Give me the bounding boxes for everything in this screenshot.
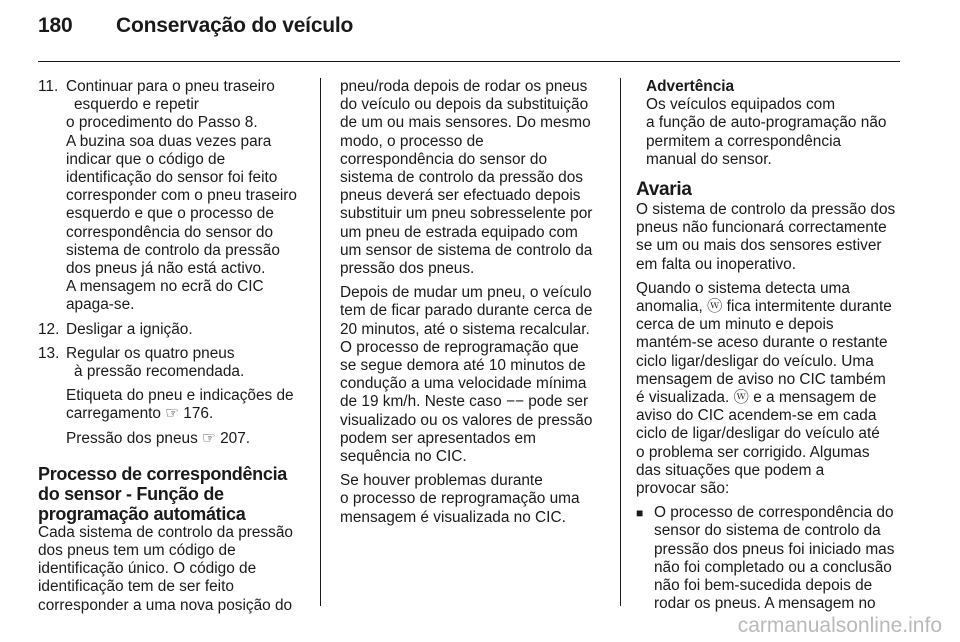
text-line: dos pneus tem um código de [38,542,236,560]
step-number: 12. [38,320,60,338]
text-line: aviso do CIC acendem-se em cada [636,407,877,425]
text-line: corresponder com o pneu traseiro [66,187,297,205]
text-line: rodar os pneus. A mensagem no [654,595,876,613]
text-line: pneu/roda depois de rodar os pneus [340,78,588,95]
column-1 [38,78,308,615]
note-box [636,78,906,169]
text-line: mantém-se aceso durante o restante [636,334,888,352]
text-line: corresponder a uma nova posição do [38,596,293,614]
bullet-square-icon: ■ [636,506,644,521]
text-line: anomalia, ⓦ fica intermitente durante [636,298,892,316]
text-line: ciclo de ligar/desligar do veículo até [636,425,880,443]
text-line: é visualizada. ⓦ e a mensagem de [636,389,877,407]
column-divider-2 [620,78,621,606]
text-line: o problema ser corrigido. Algumas [636,443,870,461]
text-line: não foi bem-sucedida depois de [654,577,873,595]
text-line: sistema de controlo da pressão dos [340,169,583,187]
column-2 [340,78,608,527]
step-number: 13. [38,344,60,362]
text-line: provocar são: [636,480,730,498]
text-line: sensor do sistema de controlo da [654,522,881,540]
text-line: carregamento ☞ 176. [66,405,214,423]
text-line: podem ser apresentados em [340,429,536,447]
header-rule [38,61,900,62]
text-line: ciclo ligar/desligar do veículo. Uma [636,352,874,370]
text-line: à pressão recomendada. [74,363,245,381]
note-title: Advertência [646,78,735,95]
text-line: cerca de um minuto e depois [636,316,834,334]
paragraph [340,472,608,527]
step-12 [38,321,308,339]
section-heading: Avaria [636,179,692,201]
text-line: do veículo ou depois da substituição [340,96,589,114]
column-divider-1 [320,78,321,606]
paragraph [636,201,906,274]
page-number: 180 [38,14,73,37]
text-line: Etiqueta do pneu e indicações de [66,387,294,405]
paragraph [340,78,608,278]
step-text: Desligar a ignição. [66,320,193,338]
text-line: correspondência do sensor do [340,150,548,168]
text-line: O sistema de controlo da pressão dos [636,201,896,219]
text-line: em falta ou inoperativo. [636,255,796,273]
text-line: permitem a correspondência [646,132,842,150]
text-line: substituir um pneu sobresselente por [340,205,593,223]
text-line: Quando o sistema detecta uma [636,279,850,297]
text-line: indicar que o código de [66,150,226,168]
step-13 [38,345,308,381]
text-line: tem de ficar parado durante cerca de [340,302,593,320]
cross-reference-tire-label[interactable] [38,387,308,423]
text-line: Depois de mudar um pneu, o veículo [340,284,592,302]
text-line: um sensor de sistema de controlo da [340,241,593,259]
text-line: um pneu de estrada equipado com [340,223,578,241]
text-line: das situações que podem a [636,461,825,479]
text-line: mensagem é visualizada no CIC. [340,508,566,526]
step-text [66,78,308,315]
section-heading [38,464,308,524]
text-line: Se houver problemas durante [340,472,543,490]
text-line: sistema de controlo da pressão [66,241,280,259]
watermark: carmanualsonline.info [737,614,942,637]
text-line: manual do sensor. [646,150,772,168]
heading-line: do sensor - Função de [38,483,224,504]
text-line: O processo de reprogramação que [340,338,579,356]
text-line: pressão dos pneus. [340,260,475,278]
text-line: de um ou mais sensores. Do mesmo [340,114,591,132]
text-line: sequência no CIC. [340,448,467,466]
text-line: não foi completado ou a conclusão [654,558,892,576]
heading-line: Processo de correspondência [38,463,287,484]
text-line: se segue demora até 10 minutos de [340,357,586,375]
page-header [38,14,353,38]
text-line: a função de auto-programação não [646,114,887,132]
heading-line: programação automática [38,503,246,524]
text-line: A mensagem no ecrã do CIC [66,278,264,296]
column-3 [636,78,906,613]
text-line: mensagem de aviso no CIC também [636,370,886,388]
text-line: apaga-se. [66,296,135,314]
text-line: se um ou mais dos sensores estiver [636,237,882,255]
text-line: O processo de correspondência do [654,504,894,522]
text-line: condução a uma velocidade mínima [340,375,587,393]
text-line: o procedimento do Passo 8. [66,114,258,132]
text-line: A buzina soa duas vezes para [66,132,272,150]
text-line: Cada sistema de controlo da pressão [38,523,293,541]
text-line: identificação tem de ser feito [38,578,234,596]
paragraph [38,524,308,615]
bullet-text [654,504,894,613]
text-line: o processo de reprogramação uma [340,490,580,508]
text-line: Regular os quatro pneus [66,344,235,362]
cross-reference-tire-pressure[interactable]: Pressão dos pneus ☞ 207. [66,429,251,447]
text-line: esquerdo e repetir [74,96,199,114]
text-line: visualizado ou os valores de pressão [340,411,593,429]
bullet-item [636,504,906,613]
text-line: esquerdo e que o processo de [66,205,274,223]
text-line: identificação único. O código de [38,560,257,578]
text-line: de 19 km/h. Neste caso −− pode ser [340,393,589,411]
step-number: 11. [38,78,59,95]
text-line: correspondência do sensor do [66,223,274,241]
text-line: modo, o processo de [340,132,484,150]
text-line: Os veículos equipados com [646,96,836,114]
page-title: Conservação do veículo [116,14,354,37]
text-line: Continuar para o pneu traseiro [66,78,275,95]
text-line: 20 minutos, até o sistema recalcular. [340,320,590,338]
text-line: dos pneus já não está activo. [66,260,266,278]
paragraph [636,280,906,498]
text-line: pneus não funcionará correctamente [636,219,887,237]
text-line: pneus deverá ser efectuado depois [340,187,581,205]
step-11 [38,78,308,315]
paragraph [340,284,608,466]
text-line: identificação do sensor foi feito [66,169,278,187]
text-line: pressão dos pneus foi iniciado mas [654,540,895,558]
step-text [66,345,308,381]
